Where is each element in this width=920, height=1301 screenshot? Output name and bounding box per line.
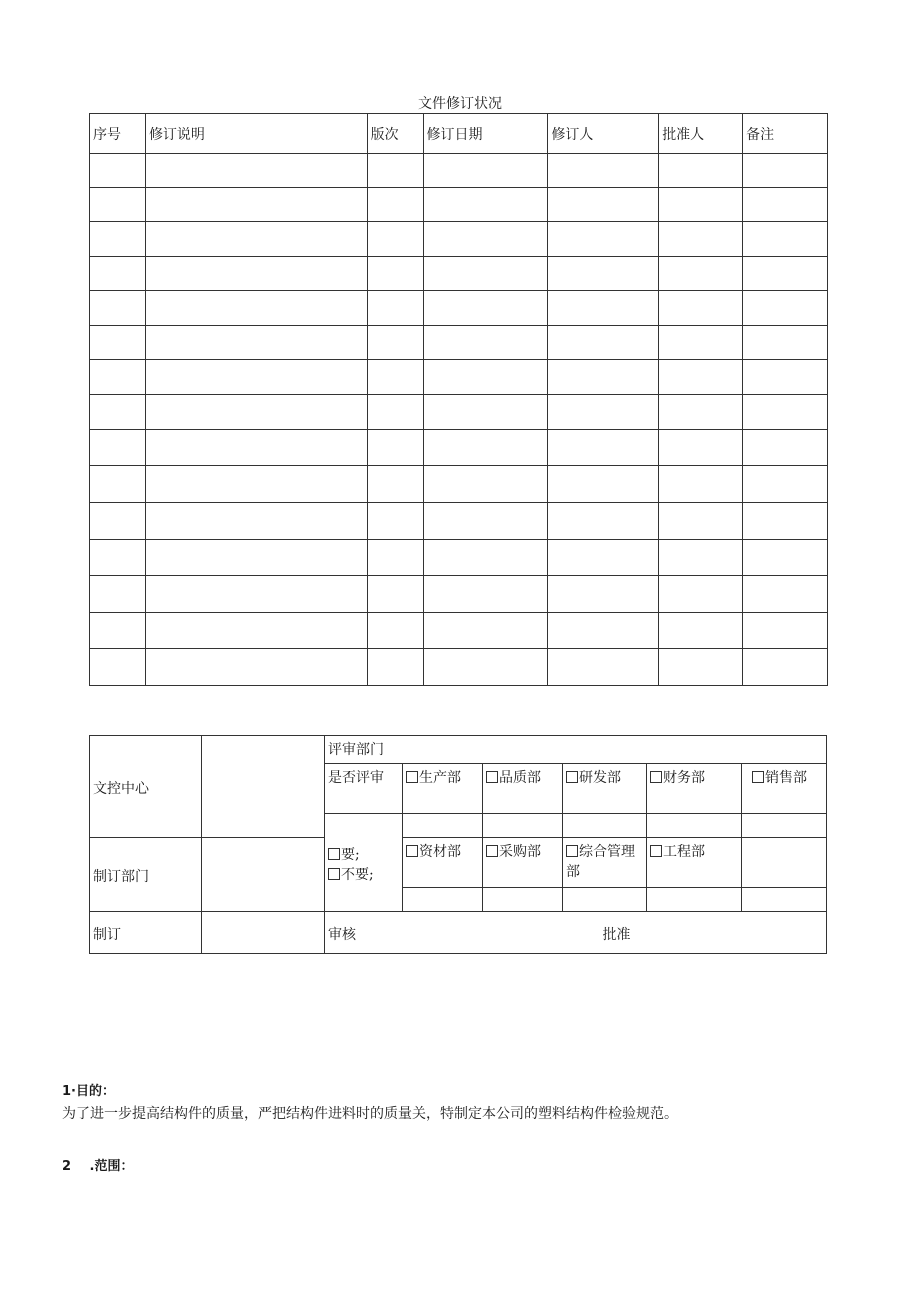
sign-cell[interactable] xyxy=(742,814,827,838)
option-no[interactable]: 不要; xyxy=(328,864,399,884)
revision-cell[interactable] xyxy=(367,503,423,540)
revision-cell[interactable] xyxy=(659,540,743,576)
sign-cell[interactable] xyxy=(483,888,563,912)
revision-cell[interactable] xyxy=(659,154,743,188)
revision-cell[interactable] xyxy=(548,257,659,291)
revision-cell[interactable] xyxy=(743,613,828,649)
revision-cell[interactable] xyxy=(659,222,743,257)
dept-finance[interactable]: 财务部 xyxy=(647,764,742,814)
revision-cell[interactable] xyxy=(90,395,146,430)
review-table xyxy=(89,735,827,954)
sign-cell[interactable] xyxy=(742,888,827,912)
checkbox-icon xyxy=(566,845,578,857)
section-2 xyxy=(62,1155,133,1174)
revision-cell[interactable] xyxy=(548,291,659,326)
dept-empty xyxy=(742,838,827,888)
revision-cell[interactable] xyxy=(423,540,548,576)
revision-row xyxy=(90,188,828,222)
revision-cell[interactable] xyxy=(548,360,659,395)
revision-cell[interactable] xyxy=(145,222,367,257)
dept-production[interactable]: 生产部 xyxy=(403,764,483,814)
revision-cell[interactable] xyxy=(659,257,743,291)
revision-cell[interactable] xyxy=(548,154,659,188)
sign-cell[interactable] xyxy=(403,814,483,838)
revision-row xyxy=(90,360,828,395)
revision-cell[interactable] xyxy=(659,430,743,466)
revision-cell[interactable] xyxy=(145,466,367,503)
revision-cell[interactable] xyxy=(90,154,146,188)
doc-center-label: 文控中心 xyxy=(90,736,202,838)
header-seq: 序号 xyxy=(90,114,146,154)
revision-cell[interactable] xyxy=(90,326,146,360)
checkbox-icon xyxy=(328,848,340,860)
dept-rnd[interactable]: 研发部 xyxy=(563,764,647,814)
revision-cell[interactable] xyxy=(90,222,146,257)
revision-cell[interactable] xyxy=(367,188,423,222)
revision-cell[interactable] xyxy=(659,395,743,430)
dept-quality[interactable]: 品质部 xyxy=(483,764,563,814)
checkbox-icon xyxy=(328,868,340,880)
revision-row xyxy=(90,576,828,613)
revision-cell[interactable] xyxy=(548,540,659,576)
revision-cell[interactable] xyxy=(367,395,423,430)
header-remarks: 备注 xyxy=(743,114,828,154)
revision-row xyxy=(90,503,828,540)
revision-cell[interactable] xyxy=(743,222,828,257)
revision-cell[interactable] xyxy=(90,613,146,649)
revision-table xyxy=(89,113,828,686)
revision-header-row xyxy=(90,114,828,154)
revision-cell[interactable] xyxy=(367,540,423,576)
section-1-heading: 1·目的： xyxy=(62,1084,115,1099)
revision-cell[interactable] xyxy=(145,257,367,291)
revision-title: 文件修订状况 xyxy=(418,96,502,112)
sign-cell[interactable] xyxy=(403,888,483,912)
section-1-text: 为了进一步提高结构件的质量，严把结构件进料时的质量关，特制定本公司的塑料结构件检验规范。 xyxy=(62,1106,678,1122)
checkbox-icon xyxy=(566,771,578,783)
revision-cell[interactable] xyxy=(423,613,548,649)
revision-cell[interactable] xyxy=(367,360,423,395)
dept-materials[interactable]: 资材部 xyxy=(403,838,483,888)
revision-cell[interactable] xyxy=(145,154,367,188)
revision-cell[interactable] xyxy=(743,257,828,291)
header-date: 修订日期 xyxy=(423,114,548,154)
checkbox-icon xyxy=(406,845,418,857)
revision-cell[interactable] xyxy=(548,649,659,686)
revision-cell[interactable] xyxy=(367,222,423,257)
revise-value[interactable] xyxy=(202,912,325,954)
revision-cell[interactable] xyxy=(145,291,367,326)
header-description: 修订说明 xyxy=(145,114,367,154)
dept-purchasing[interactable]: 采购部 xyxy=(483,838,563,888)
revision-cell[interactable] xyxy=(743,649,828,686)
review-depts-label: 评审部门 xyxy=(325,736,827,764)
revision-cell[interactable] xyxy=(367,649,423,686)
sign-cell[interactable] xyxy=(647,888,742,912)
revision-cell[interactable] xyxy=(743,154,828,188)
revision-cell[interactable] xyxy=(423,430,548,466)
sign-cell[interactable] xyxy=(563,814,647,838)
sign-cell[interactable] xyxy=(647,814,742,838)
checkbox-icon xyxy=(752,771,764,783)
revision-cell[interactable] xyxy=(90,360,146,395)
revision-cell[interactable] xyxy=(743,576,828,613)
need-review-label: 是否评审 xyxy=(325,764,403,814)
revision-cell[interactable] xyxy=(423,257,548,291)
revision-cell[interactable] xyxy=(743,188,828,222)
doc-center-value xyxy=(202,736,325,838)
revision-cell[interactable] xyxy=(367,257,423,291)
revision-cell[interactable] xyxy=(548,576,659,613)
revision-cell[interactable] xyxy=(367,466,423,503)
revision-cell[interactable] xyxy=(423,395,548,430)
revision-row xyxy=(90,540,828,576)
revision-cell[interactable] xyxy=(145,188,367,222)
revision-cell[interactable] xyxy=(659,576,743,613)
revision-cell[interactable] xyxy=(90,430,146,466)
revision-cell[interactable] xyxy=(743,466,828,503)
review-choice[interactable] xyxy=(325,814,403,912)
revision-cell[interactable] xyxy=(145,326,367,360)
revision-cell[interactable] xyxy=(145,430,367,466)
checkbox-icon xyxy=(486,845,498,857)
revision-cell[interactable] xyxy=(659,360,743,395)
header-reviser: 修订人 xyxy=(548,114,659,154)
revise-label: 制订 xyxy=(90,912,202,954)
revision-cell[interactable] xyxy=(90,503,146,540)
revision-cell[interactable] xyxy=(548,395,659,430)
revision-cell[interactable] xyxy=(743,395,828,430)
revision-cell[interactable] xyxy=(145,395,367,430)
sign-cell[interactable] xyxy=(563,888,647,912)
revision-cell[interactable] xyxy=(659,326,743,360)
approve-label: 批准 xyxy=(602,927,631,943)
revision-row xyxy=(90,222,828,257)
revision-cell[interactable] xyxy=(743,326,828,360)
dept-sales[interactable]: 销售部 xyxy=(742,764,827,814)
revision-cell[interactable] xyxy=(90,188,146,222)
revision-cell[interactable] xyxy=(548,222,659,257)
revision-cell[interactable] xyxy=(743,540,828,576)
revision-cell[interactable] xyxy=(548,326,659,360)
section-2-heading: .范围： xyxy=(89,1159,134,1174)
revision-cell[interactable] xyxy=(90,257,146,291)
revision-cell[interactable] xyxy=(659,188,743,222)
revision-cell[interactable] xyxy=(423,360,548,395)
revision-cell[interactable] xyxy=(743,360,828,395)
revision-cell[interactable] xyxy=(423,291,548,326)
revision-cell[interactable] xyxy=(90,540,146,576)
revision-cell[interactable] xyxy=(423,576,548,613)
option-yes[interactable]: 要; xyxy=(328,844,399,864)
revision-cell[interactable] xyxy=(423,222,548,257)
revision-row xyxy=(90,466,828,503)
section-2-number: 2 xyxy=(62,1159,72,1174)
checkbox-icon xyxy=(650,771,662,783)
revision-cell[interactable] xyxy=(90,576,146,613)
revision-cell[interactable] xyxy=(423,326,548,360)
checkbox-icon xyxy=(650,845,662,857)
sign-cell[interactable] xyxy=(483,814,563,838)
revision-cell[interactable] xyxy=(367,326,423,360)
revision-cell[interactable] xyxy=(145,649,367,686)
revision-row xyxy=(90,395,828,430)
revision-cell[interactable] xyxy=(145,576,367,613)
revision-row xyxy=(90,430,828,466)
revision-row xyxy=(90,257,828,291)
revision-cell[interactable] xyxy=(90,291,146,326)
revision-row xyxy=(90,326,828,360)
revision-cell[interactable] xyxy=(367,613,423,649)
revision-cell[interactable] xyxy=(367,576,423,613)
revision-cell[interactable] xyxy=(548,188,659,222)
revision-row xyxy=(90,649,828,686)
audit-label: 审核 xyxy=(328,927,356,943)
revision-cell[interactable] xyxy=(743,430,828,466)
revision-cell[interactable] xyxy=(423,503,548,540)
header-approver: 批准人 xyxy=(659,114,743,154)
revision-cell[interactable] xyxy=(145,613,367,649)
revision-cell[interactable] xyxy=(145,503,367,540)
header-version: 版次 xyxy=(367,114,423,154)
revise-dept-value xyxy=(202,838,325,912)
revision-cell[interactable] xyxy=(548,466,659,503)
revision-row xyxy=(90,291,828,326)
section-1 xyxy=(62,1080,678,1123)
revision-cell[interactable] xyxy=(548,503,659,540)
checkbox-icon xyxy=(406,771,418,783)
audit-approve-cell xyxy=(325,912,827,954)
revision-cell[interactable] xyxy=(90,466,146,503)
revision-cell[interactable] xyxy=(659,503,743,540)
revision-row xyxy=(90,613,828,649)
checkbox-icon xyxy=(486,771,498,783)
revision-cell[interactable] xyxy=(659,291,743,326)
revision-cell[interactable] xyxy=(367,291,423,326)
dept-engineering[interactable]: 工程部 xyxy=(647,838,742,888)
revision-cell[interactable] xyxy=(659,649,743,686)
revision-cell[interactable] xyxy=(548,430,659,466)
dept-admin[interactable]: 综合管理部 xyxy=(563,838,647,888)
revision-cell[interactable] xyxy=(743,291,828,326)
revision-cell[interactable] xyxy=(659,466,743,503)
revision-cell[interactable] xyxy=(423,154,548,188)
revision-cell[interactable] xyxy=(145,360,367,395)
revision-cell[interactable] xyxy=(367,430,423,466)
revision-cell[interactable] xyxy=(743,503,828,540)
revision-cell[interactable] xyxy=(423,188,548,222)
revision-cell[interactable] xyxy=(145,540,367,576)
revision-cell[interactable] xyxy=(90,649,146,686)
revise-dept-label: 制订部门 xyxy=(90,838,202,912)
revision-cell[interactable] xyxy=(548,613,659,649)
revision-cell[interactable] xyxy=(367,154,423,188)
revision-cell[interactable] xyxy=(423,466,548,503)
revision-row xyxy=(90,154,828,188)
revision-cell[interactable] xyxy=(659,613,743,649)
revision-cell[interactable] xyxy=(423,649,548,686)
